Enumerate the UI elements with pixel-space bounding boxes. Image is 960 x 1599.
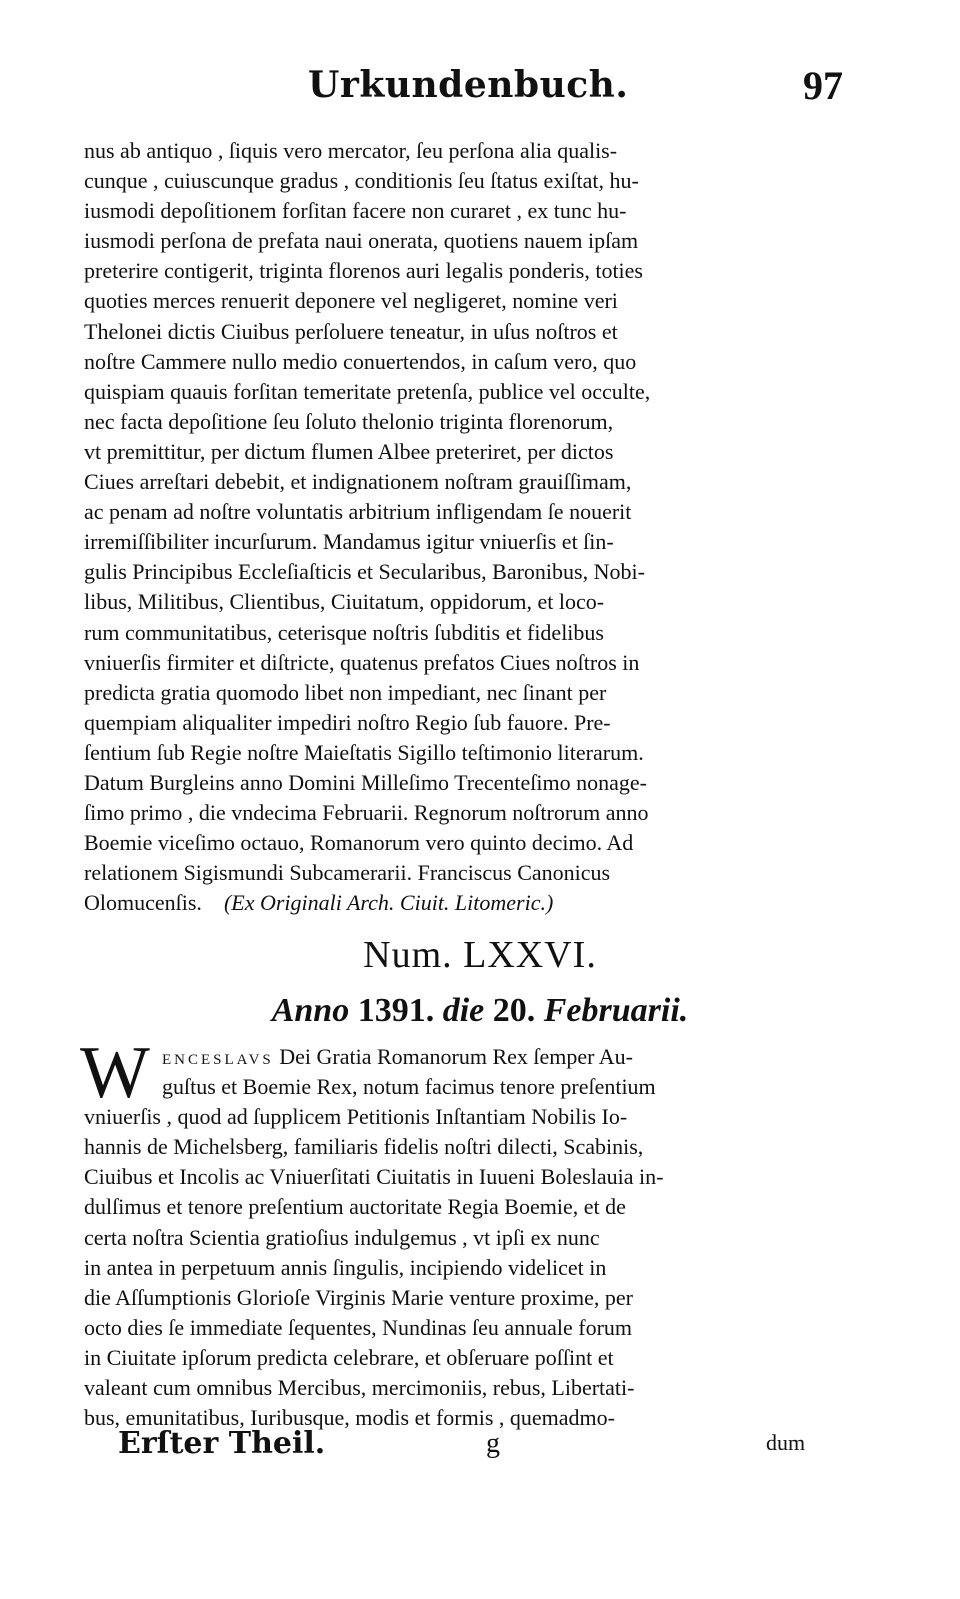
signature-mark: g — [486, 1428, 500, 1459]
source-note: (Ex Originali Arch. Ciuit. Litomeric.) — [223, 890, 554, 916]
closing-text: Olomucenſis. — [84, 890, 202, 916]
text-line: relationem Sigismundi Subcamerarii. Franciscus Canonicus — [84, 860, 611, 886]
date-die: die — [442, 992, 485, 1029]
text-line: nec facta depoſitione ſeu ſoluto thelonio triginta florenorum, — [84, 408, 614, 434]
document-date-heading — [0, 988, 960, 1034]
text-line: quoties merces renuerit deponere vel negligeret, nomine veri — [84, 288, 618, 314]
date-anno: Anno — [271, 992, 350, 1029]
text-line: Datum Burgleins anno Domini Milleſimo Trecenteſimo nonage- — [84, 769, 647, 795]
text-line: ſimo primo , die vndecima Februarii. Regnorum noſtrorum anno — [84, 800, 649, 826]
text-line: ac penam ad noſtre voluntatis arbitrium infligendam ſe nouerit — [84, 499, 632, 525]
text-line: quispiam quauis forſitan temeritate pretenſa, publice vel occulte, — [84, 378, 651, 404]
document-lxxvi-lines — [84, 1102, 856, 1433]
drop-cap: W — [80, 1032, 150, 1114]
date-year: 1391. — [357, 992, 435, 1029]
text-line: ſentium ſub Regie noſtre Maieſtatis Sigillo teſtimonio literarum. — [84, 739, 644, 765]
page-number: 97 — [803, 63, 843, 108]
running-title: Urkundenbuch. — [308, 64, 629, 106]
text-line: cunque , cuiuscunque gradus , conditionis ſeu ſtatus exiſtat, hu- — [84, 168, 639, 194]
text-line: dulſimus et tenore preſentium auctoritate Regia Boemie, et de — [84, 1194, 626, 1220]
text-line: libus, Militibus, Clientibus, Ciuitatum, oppidorum, et loco- — [84, 589, 605, 615]
text-line: certa noſtra Scientia gratioſius indulgemus , vt ipſi ex nunc — [84, 1224, 600, 1250]
document-lxxvi-text — [84, 1042, 856, 1433]
catchword: dum — [766, 1430, 806, 1455]
text-line: vniuerſis , quod ad ſupplicem Petitionis Inſtantiam Nobilis Io- — [84, 1104, 628, 1130]
text-line: vt premittitur, per dictum flumen Albee preteriret, per dictos — [84, 438, 614, 464]
text-line: nus ab antiquo , ſiquis vero mercator, ſeu perſona alia qualis- — [84, 138, 618, 163]
text-line: in Ciuitate ipſorum predicta celebrare, et obſeruare poſſint et — [84, 1344, 614, 1370]
text-line: predicta gratia quomodo libet non impediant, nec ſinant per — [84, 679, 607, 705]
text-line: noſtre Cammere nullo medio conuertendos, in caſum vero, quo — [84, 348, 637, 374]
text-line: in antea in perpetuum annis ſingulis, incipiendo videlicet in — [84, 1254, 607, 1280]
date-day: 20. — [492, 992, 536, 1029]
first-word-smallcaps: ENCESLAVS — [162, 1052, 274, 1068]
indented-line: guſtus et Boemie Rex, notum facimus tenore preſentium — [162, 1074, 656, 1100]
text-line: Thelonei dictis Ciuibus perſoluere teneatur, in uſus noſtros et — [84, 318, 618, 344]
text-line: valeant cum omnibus Mercibus, mercimoniis, rebus, Libertati- — [84, 1375, 635, 1401]
date-month: Februarii. — [543, 992, 689, 1029]
page-footer — [0, 1426, 960, 1466]
text-line: preterire contigerit, triginta florenos auri legalis ponderis, toties — [84, 258, 643, 284]
document-number-heading: Num. LXXVI. — [363, 934, 597, 976]
first-line — [84, 1042, 856, 1072]
closing-line — [84, 888, 856, 918]
text-line: Ciues arreſtari debebit, et indignationem noſtram grauiſſimam, — [84, 469, 632, 495]
text-line: rum communitatibus, ceterisque noſtris ſubditis et fidelibus — [84, 619, 604, 645]
text-line: Boemie viceſimo octauo, Romanorum vero quinto decimo. Ad — [84, 830, 634, 856]
text-line: hannis de Michelsberg, familiaris fidelis noſtri dilecti, Scabinis, — [84, 1134, 644, 1160]
text-line: irremiſſibiliter incurſurum. Mandamus igitur vniuerſis et ſin- — [84, 529, 614, 555]
text-line: quempiam aliqualiter impediri noſtro Regio ſub fauore. Pre- — [84, 709, 611, 735]
running-head — [0, 62, 960, 112]
text-line: gulis Principibus Eccleſiaſticis et Secularibus, Baronibus, Nobi- — [84, 559, 645, 585]
signature-title: Erſter Theil. — [118, 1426, 326, 1461]
first-line-rest: Dei Gratia Romanorum Rex ſemper Au- — [279, 1044, 633, 1069]
text-line: vniuerſis firmiter et diſtricte, quatenus prefatos Ciues noſtros in — [84, 649, 640, 675]
text-line: iusmodi perſona de prefata naui onerata, quotiens nauem ipſam — [84, 228, 639, 254]
document-lxxv-continuation — [84, 136, 856, 918]
text-line: Ciuibus et Incolis ac Vniuerſitati Ciuitatis in Iuueni Boleslauia in- — [84, 1164, 664, 1190]
text-line: bus, emunitatibus, Iuribusque, modis et formis , quemadmo- — [84, 1405, 615, 1431]
text-line: iusmodi depoſitionem forſitan facere non curaret , ex tunc hu- — [84, 198, 627, 224]
text-line: octo dies ſe immediate ſequentes, Nundinas ſeu annuale forum — [84, 1314, 633, 1340]
text-line: die Aſſumptionis Glorioſe Virginis Marie venture proxime, per — [84, 1284, 634, 1310]
